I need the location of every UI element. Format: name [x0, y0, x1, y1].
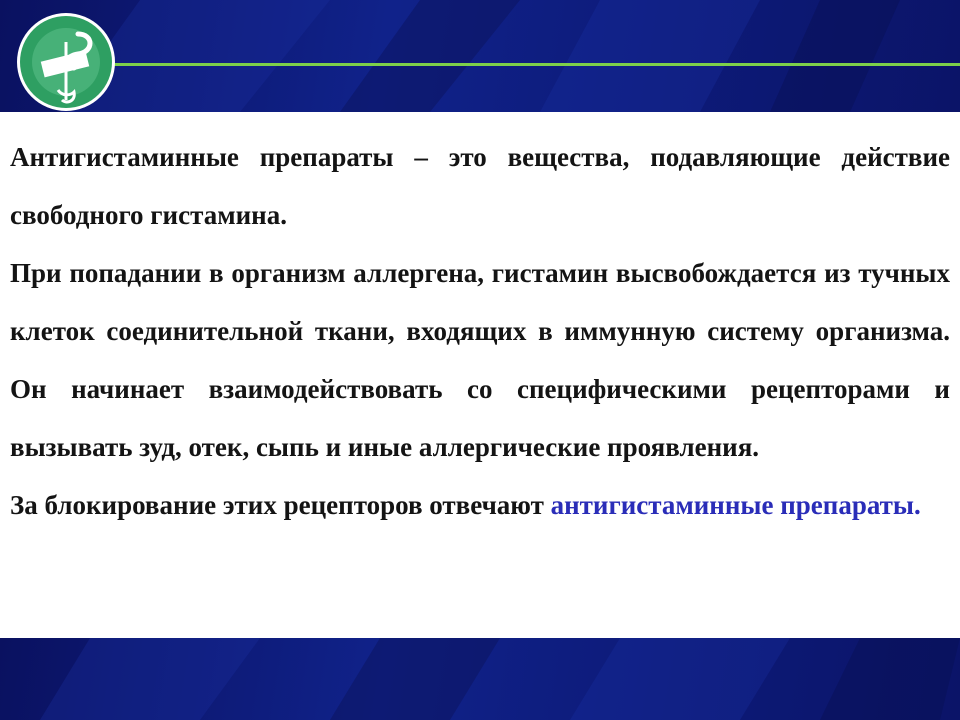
medical-emblem-icon [16, 12, 124, 112]
definition-paragraph: Антигистаминные препараты – это вещества, подавляющие действие свободного гистамина. [10, 142, 950, 230]
header-rule [60, 63, 960, 66]
footer-streaks-decoration [0, 638, 960, 720]
organization-logo [16, 12, 124, 112]
band-streaks-decoration [0, 0, 960, 112]
header-band [0, 0, 960, 112]
footer-band [0, 638, 960, 720]
conclusion-lead: За блокирование этих рецепторов отвечают [10, 490, 544, 520]
conclusion-paragraph [10, 476, 950, 534]
mechanism-paragraph: При попадании в организм аллергена, гистамин высвобождается из тучных клеток соединительной ткани, входящих в иммунную систему организма. Он начинает взаимодействовать со специфическими рецепторами и вызывать зуд, отек, сыпь и иные аллергические проявления. [10, 258, 950, 462]
highlighted-term: антигистаминные препараты. [550, 490, 921, 520]
slide-body [10, 128, 950, 534]
